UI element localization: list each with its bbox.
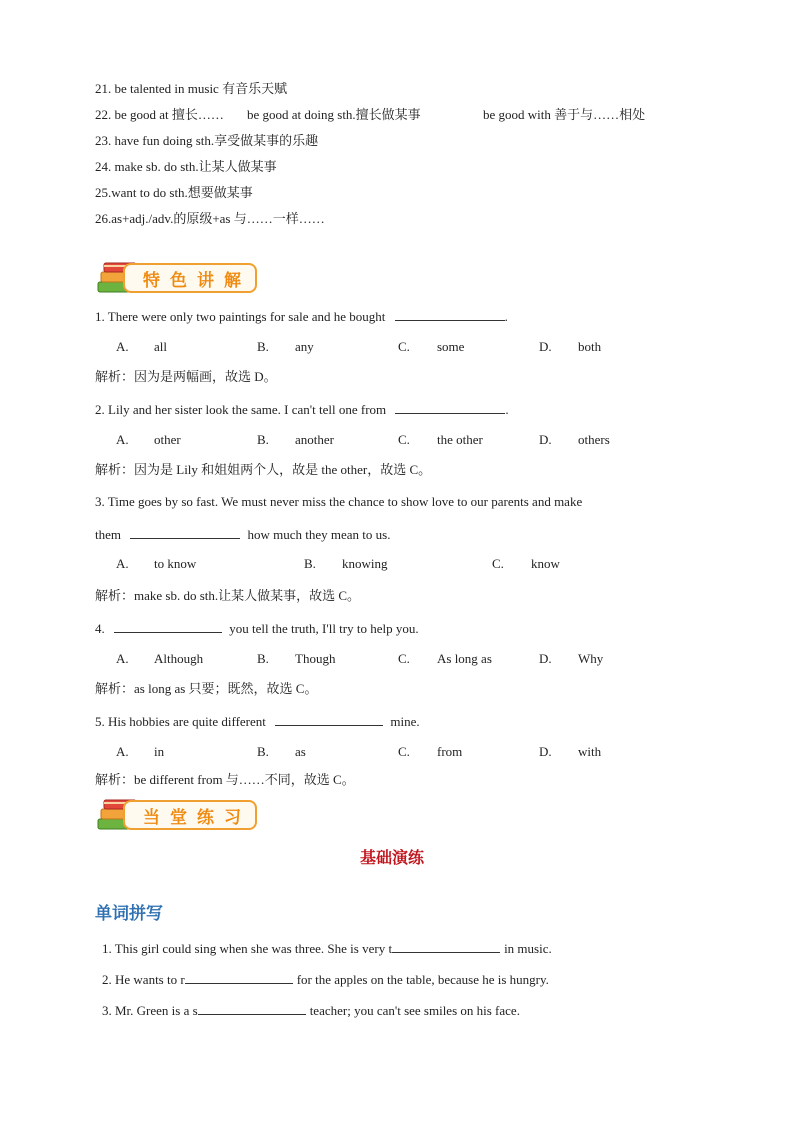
option-letter: D.	[539, 432, 552, 447]
question-stem: 1. There were only two paintings for sale and he bought	[95, 309, 386, 324]
answer-blank[interactable]	[185, 970, 293, 984]
question-stem: 5. His hobbies are quite different	[95, 714, 266, 729]
phrase-24: 24. make sb. do sth.让某人做某事	[95, 159, 277, 174]
option-letter: C.	[398, 432, 410, 447]
analysis-3: 解析：make sb. do sth.让某人做某事，故选 C。	[95, 588, 361, 603]
option-letter: C.	[398, 651, 410, 666]
option-letter: A.	[116, 339, 129, 354]
option-letter: A.	[116, 556, 129, 571]
phrase-26: 26.as+adj./adv.的原级+as 与……一样……	[95, 211, 325, 226]
phrase-22-extra1: be good at doing sth.擅长做某事	[247, 107, 421, 122]
option-letter: C.	[398, 744, 410, 759]
question-5	[95, 712, 420, 730]
spelling-1	[102, 939, 552, 957]
subsection-title: 单词拼写	[95, 904, 163, 924]
phrase-25: 25.want to do sth.想要做某事	[95, 185, 253, 200]
option-text: As long as	[437, 651, 492, 666]
answer-blank[interactable]	[130, 525, 240, 539]
question-stem: them	[95, 527, 121, 542]
spelling-2	[102, 970, 549, 988]
option-letter: A.	[116, 744, 129, 759]
option-text: another	[295, 432, 334, 447]
question-3-continued	[95, 525, 390, 543]
spelling-prompt-end: for the apples on the table, because he is hungry.	[296, 972, 549, 987]
option-text: any	[295, 339, 314, 354]
option-letter: B.	[257, 432, 269, 447]
option-text: know	[531, 556, 560, 571]
answer-blank[interactable]	[275, 712, 383, 726]
option-letter: B.	[257, 651, 269, 666]
option-letter: A.	[116, 432, 129, 447]
answer-blank[interactable]	[198, 1001, 306, 1015]
banner-feature-explanation	[95, 258, 260, 296]
question-stem: 4.	[95, 621, 105, 636]
option-text: in	[154, 744, 165, 759]
option-text: others	[578, 432, 610, 447]
question-stem: 2. Lily and her sister look the same. I can't tell one from	[95, 402, 387, 417]
option-text: Why	[578, 651, 604, 666]
option-letter: D.	[539, 339, 552, 354]
option-text: both	[578, 339, 602, 354]
question-stem-end: you tell the truth, I'll try to help you.	[229, 621, 419, 636]
phrase-23: 23. have fun doing sth.享受做某事的乐趣	[95, 133, 319, 148]
analysis-1: 解析：因为是两幅画，故选 D。	[95, 369, 277, 384]
option-text: to know	[154, 556, 197, 571]
spelling-3	[102, 1001, 520, 1019]
option-text: Although	[154, 651, 204, 666]
option-letter: D.	[539, 744, 552, 759]
spelling-prompt: 1. This girl could sing when she was three. She is very t	[102, 941, 393, 956]
banner-title: 特色讲解	[143, 271, 251, 291]
question-2	[95, 400, 509, 418]
option-letter: B.	[257, 339, 269, 354]
phrase-22: 22. be good at 擅长……	[95, 107, 224, 122]
option-text: other	[154, 432, 181, 447]
question-stem-end: .	[505, 402, 509, 417]
option-text: knowing	[342, 556, 388, 571]
question-4	[95, 619, 419, 637]
question-1	[95, 307, 508, 325]
option-letter: B.	[257, 744, 269, 759]
analysis-2: 解析：因为是 Lily 和姐姐两个人，故是 the other，故选 C。	[95, 462, 432, 477]
option-text: all	[154, 339, 167, 354]
phrase-21: 21. be talented in music 有音乐天赋	[95, 81, 288, 96]
question-3: 3. Time goes by so fast. We must never miss the chance to show love to our parents and make	[95, 494, 583, 509]
option-text: Though	[295, 651, 336, 666]
option-letter: C.	[398, 339, 410, 354]
option-letter: D.	[539, 651, 552, 666]
banner-classroom-practice	[95, 795, 260, 833]
analysis-5: 解析：be different from 与……不同，故选 C。	[95, 772, 355, 787]
spelling-prompt: 2. He wants to r	[102, 972, 185, 987]
phrase-22-extra2: be good with 善于与……相处	[483, 107, 646, 122]
spelling-prompt: 3. Mr. Green is a s	[102, 1003, 198, 1018]
option-text: as	[295, 744, 306, 759]
option-text: some	[437, 339, 465, 354]
question-stem-end: .	[504, 309, 508, 324]
option-text: the other	[437, 432, 483, 447]
section-title: 基础演练	[360, 848, 425, 867]
question-stem-end: mine.	[390, 714, 420, 729]
option-text: with	[578, 744, 602, 759]
question-stem-end: how much they mean to us.	[247, 527, 391, 542]
answer-blank[interactable]	[395, 400, 505, 414]
option-text: from	[437, 744, 463, 759]
answer-blank[interactable]	[392, 939, 500, 953]
option-letter: B.	[304, 556, 316, 571]
answer-blank[interactable]	[395, 307, 505, 321]
option-letter: A.	[116, 651, 129, 666]
spelling-prompt-end: teacher; you can't see smiles on his face.	[309, 1003, 520, 1018]
banner-title: 当堂练习	[143, 808, 251, 828]
answer-blank[interactable]	[114, 619, 222, 633]
option-letter: C.	[492, 556, 504, 571]
spelling-prompt-end: in music.	[504, 941, 552, 956]
analysis-4: 解析：as long as 只要；既然，故选 C。	[95, 681, 318, 696]
